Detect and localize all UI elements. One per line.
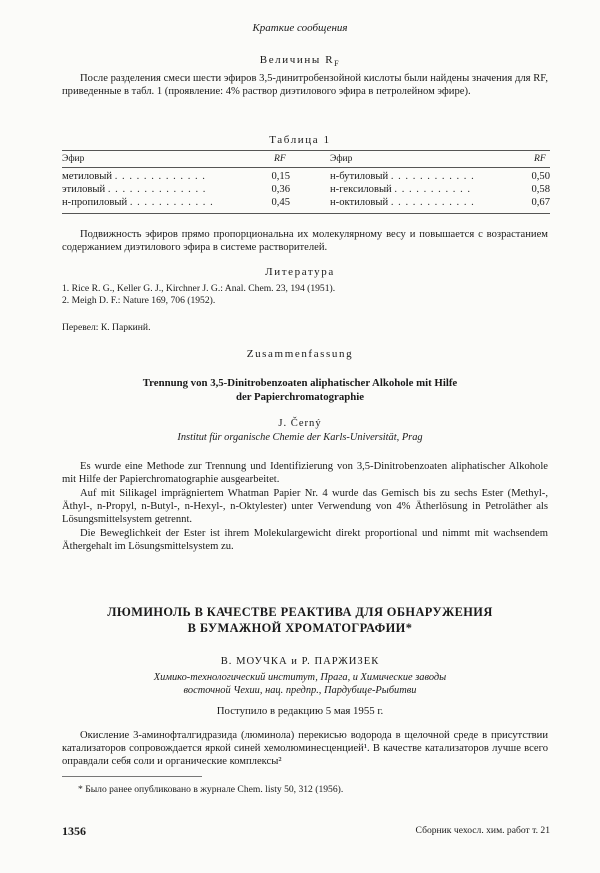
footnote: * Было ранее опубликовано в журнале Chem. listy 50, 312 (1956). [78, 784, 344, 795]
german-paragraph: Die Beweglichkeit der Ester ist ihrem Molekulargewicht direkt proportional und nimmt mit wachsendem Äthergehalt im Lösungsmittelsystem zu. [62, 528, 548, 553]
ester-name: н-гексиловый [330, 184, 392, 195]
rf-value: 0,67 [531, 197, 550, 208]
rf-table-left [62, 170, 290, 209]
table-row [330, 183, 550, 196]
table-title: Таблица 1 [269, 134, 331, 146]
german-affiliation: Institut für organische Chemie der Karls-Universität, Prag [177, 432, 423, 443]
zusammenfassung-heading: Zusammenfassung [246, 348, 354, 360]
table-row [62, 183, 290, 196]
leader-dots: . . . . . . . . . . . . . [114, 171, 206, 182]
reference-item: 2. Meigh D. F.: Nature 169, 706 (1952). [62, 295, 216, 306]
leader-dots: . . . . . . . . . . . . . . [107, 184, 207, 195]
german-author: J. Černý [278, 418, 322, 429]
col-left-rf-head: RF [274, 153, 286, 164]
ester-name: н-октиловый [330, 197, 389, 208]
affiliation-line: Химико-технологический институт, Прага, и Химические заводы [153, 672, 447, 683]
received-date: Поступило в редакцию 5 мая 1955 г. [216, 705, 384, 717]
german-title-line: der Papierchromatographie [235, 391, 365, 403]
col-left-head: Эфир [62, 153, 85, 164]
german-paragraph: Auf mit Silikagel imprägniertem Whatman Papier Nr. 4 wurde das Gemisch bis zu sechs Ester (Methyl-, Äthyl-, n-Propyl, n-Butyl-, n-Hexyl-, n-Oktylester) unter Verwendung von 4% Ätherlösung in Petroläther als Lösungsmittelsystem getrennt. [62, 488, 548, 526]
rf-conclusion-paragraph: Подвижность эфиров прямо пропорциональна их молекулярному весу и повышается с возрастанием содержанием диэтилового эфира в системе растворителей. [62, 229, 548, 254]
table-head-rule [62, 167, 550, 168]
leader-dots: . . . . . . . . . . . . [129, 197, 214, 208]
article-affiliation [40, 671, 560, 697]
leader-dots: . . . . . . . . . . . . [390, 171, 475, 182]
table-row [62, 196, 290, 209]
ester-name: н-пропиловый [62, 197, 128, 208]
ester-name: метиловый [62, 171, 113, 182]
rf-value: 0,45 [271, 197, 290, 208]
translator-note: Перевел: К. Паркинй. [62, 322, 151, 333]
rf-value: 0,15 [271, 171, 290, 182]
leader-dots: . . . . . . . . . . . . [390, 197, 475, 208]
reference-item: 1. Rice R. G., Keller G. J., Kirchner J. G.: Anal. Chem. 23, 194 (1951). [62, 283, 336, 294]
running-head: Краткие сообщения [252, 22, 348, 34]
reference-list [62, 283, 548, 307]
table-top-rule [62, 150, 550, 151]
table-bottom-rule [62, 213, 550, 214]
footnote-rule [62, 776, 202, 777]
rf-value: 0,58 [531, 184, 550, 195]
article-body-paragraph: Окисление 3-аминофталгидразида (люминола) перекисью водорода в щелочной среде в присутствии катализаторов сопровождается яркой синей хемолюминесценцией¹. В качестве катализаторов лучше всего оправдали себя соли и органические комплексы² [62, 730, 548, 768]
table-row [62, 170, 290, 183]
literature-heading: Литература [265, 266, 335, 278]
article-title [30, 604, 570, 636]
ester-name: н-бутиловый [330, 171, 389, 182]
page-number: 1356 [62, 824, 86, 838]
table-row [330, 170, 550, 183]
ester-name: этиловый [62, 184, 106, 195]
rf-heading-text: Величины R [259, 54, 335, 66]
article-title-line: ЛЮМИНОЛЬ В КАЧЕСТВЕ РЕАКТИВА ДЛЯ ОБНАРУЖЕНИЯ [107, 605, 493, 619]
col-right-rf-head: RF [534, 153, 546, 164]
rf-table-right [330, 170, 550, 209]
table-row [330, 196, 550, 209]
german-title-line: Trennung von 3,5-Dinitrobenzoaten aliphatischer Alkohole mit Hilfe [142, 377, 458, 389]
german-title [40, 376, 560, 404]
rf-section-heading [0, 54, 600, 68]
article-authors: В. МОУЧКА и Р. ПАРЖИЗЕК [220, 656, 380, 667]
german-paragraph: Es wurde eine Methode zur Trennung und Identifizierung von 3,5-Dinitrobenzoaten aliphatischer Alkohole mit Hilfe der Papierchromatographie ausgearbeitet. [62, 461, 548, 486]
leader-dots: . . . . . . . . . . . [394, 184, 472, 195]
rf-heading-sub: F [334, 59, 341, 69]
col-right-head: Эфир [330, 153, 353, 164]
rf-value: 0,36 [271, 184, 290, 195]
article-title-line: В БУМАЖНОЙ ХРОМАТОГРАФИИ* [187, 621, 413, 635]
journal-footer: Сборник чехосл. хим. работ т. 21 [415, 825, 550, 836]
affiliation-line: восточной Чехии, нац. предпр., Пардубице-Рыбитви [183, 685, 417, 696]
rf-intro-paragraph: После разделения смеси шести эфиров 3,5-динитробензойной кислоты были найдены значения для RF, приведенные в табл. 1 (проявление: 4% раствор диэтилового эфира в петролейном эфире). [62, 73, 548, 98]
rf-value: 0,50 [531, 171, 550, 182]
